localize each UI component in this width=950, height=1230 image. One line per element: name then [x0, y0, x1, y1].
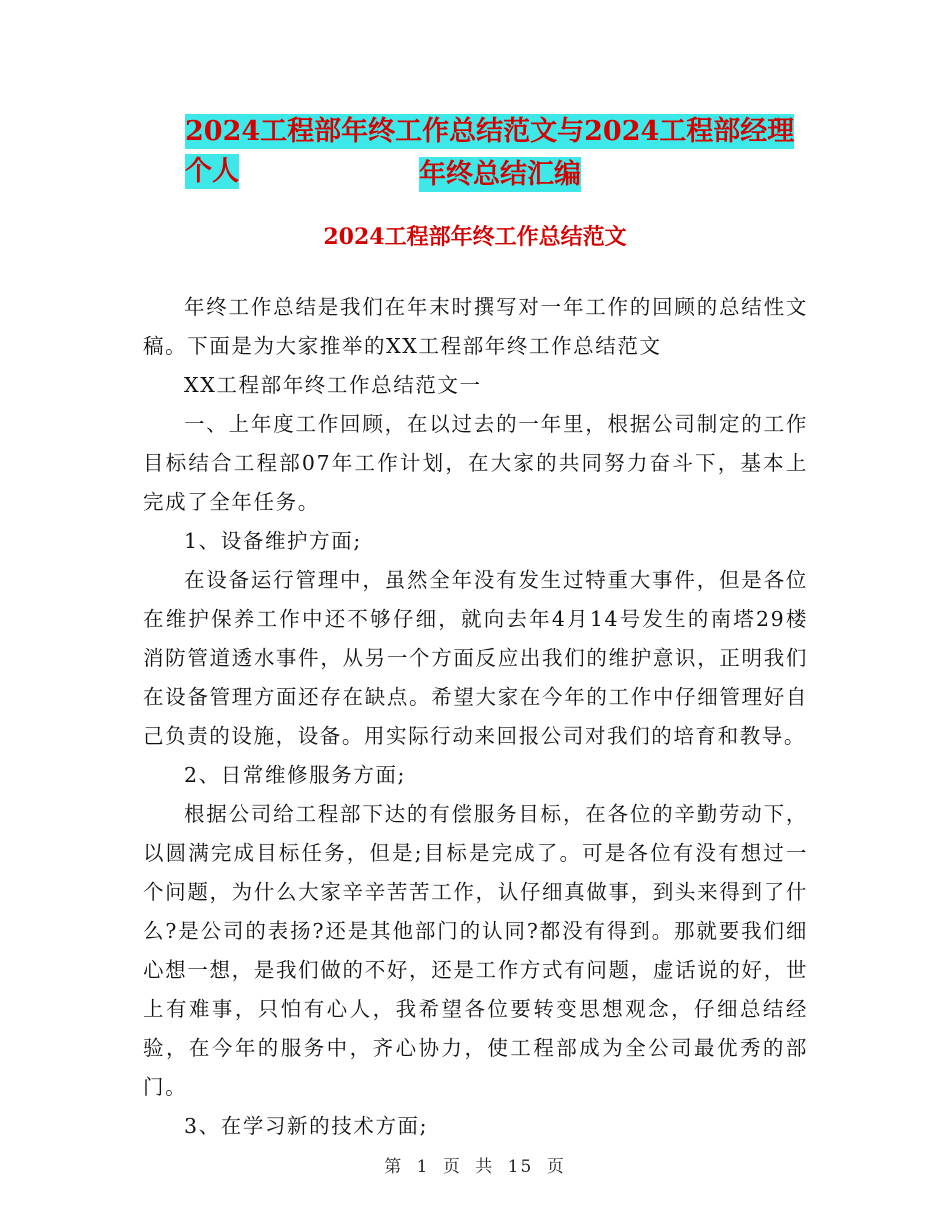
paragraph-intro: 年终工作总结是我们在年末时撰写对一年工作的回顾的总结性文稿。下面是为大家推举的XX工程部年终工作总结范文	[143, 295, 808, 358]
page-footer: 第 1 页 共 15 页	[384, 1157, 566, 1177]
paragraph-heading: XX工程部年终工作总结范文一	[184, 373, 482, 397]
paragraph-item-2: 2、日常维修服务方面;	[184, 763, 407, 787]
paragraph-review: 一、上年度工作回顾，在以过去的一年里，根据公司制定的工作目标结合工程部07年工作计划，在大家的共同努力奋斗下，基本上完成了全年任务。	[143, 412, 808, 514]
section-title: 2024工程部年终工作总结范文	[323, 224, 627, 250]
document-title-line-2	[120, 155, 880, 195]
paragraph-item-1: 1、设备维护方面;	[184, 529, 362, 553]
document-body	[143, 288, 808, 1146]
title-highlight-1: 2024工程部年终工作总结范文与2024工程部经理个人	[185, 116, 795, 187]
title-highlight-2: 年终总结汇编	[419, 159, 581, 190]
paragraph-service: 根据公司给工程部下达的有偿服务目标，在各位的辛勤劳动下，以圆满完成目标任务，但是;目标是完成了。可是各位有没有想过一个问题，为什么大家辛辛苦苦工作，认仔细真做事，到头来得到了什么?是公司的表扬?还是其他部门的认同?都没有得到。那就要我们细心想一想，是我们做的不好，还是工作方式有问题，虚话说的好，世上有难事，只怕有心人，我希望各位要转变思想观念，仔细总结经验，在今年的服务中，齐心协力，使工程部成为全公司最优秀的部门。	[143, 802, 808, 1099]
paragraph-maintenance: 在设备运行管理中，虽然全年没有发生过特重大事件，但是各位在维护保养工作中还不够仔细，就向去年4月14号发生的南塔29楼消防管道透水事件，从另一个方面反应出我们的维护意识，正明我们在设备管理方面还存在缺点。希望大家在今年的工作中仔细管理好自己负责的设施，设备。用实际行动来回报公司对我们的培育和教导。	[143, 568, 808, 748]
paragraph-item-3: 3、在学习新的技术方面;	[184, 1114, 429, 1138]
